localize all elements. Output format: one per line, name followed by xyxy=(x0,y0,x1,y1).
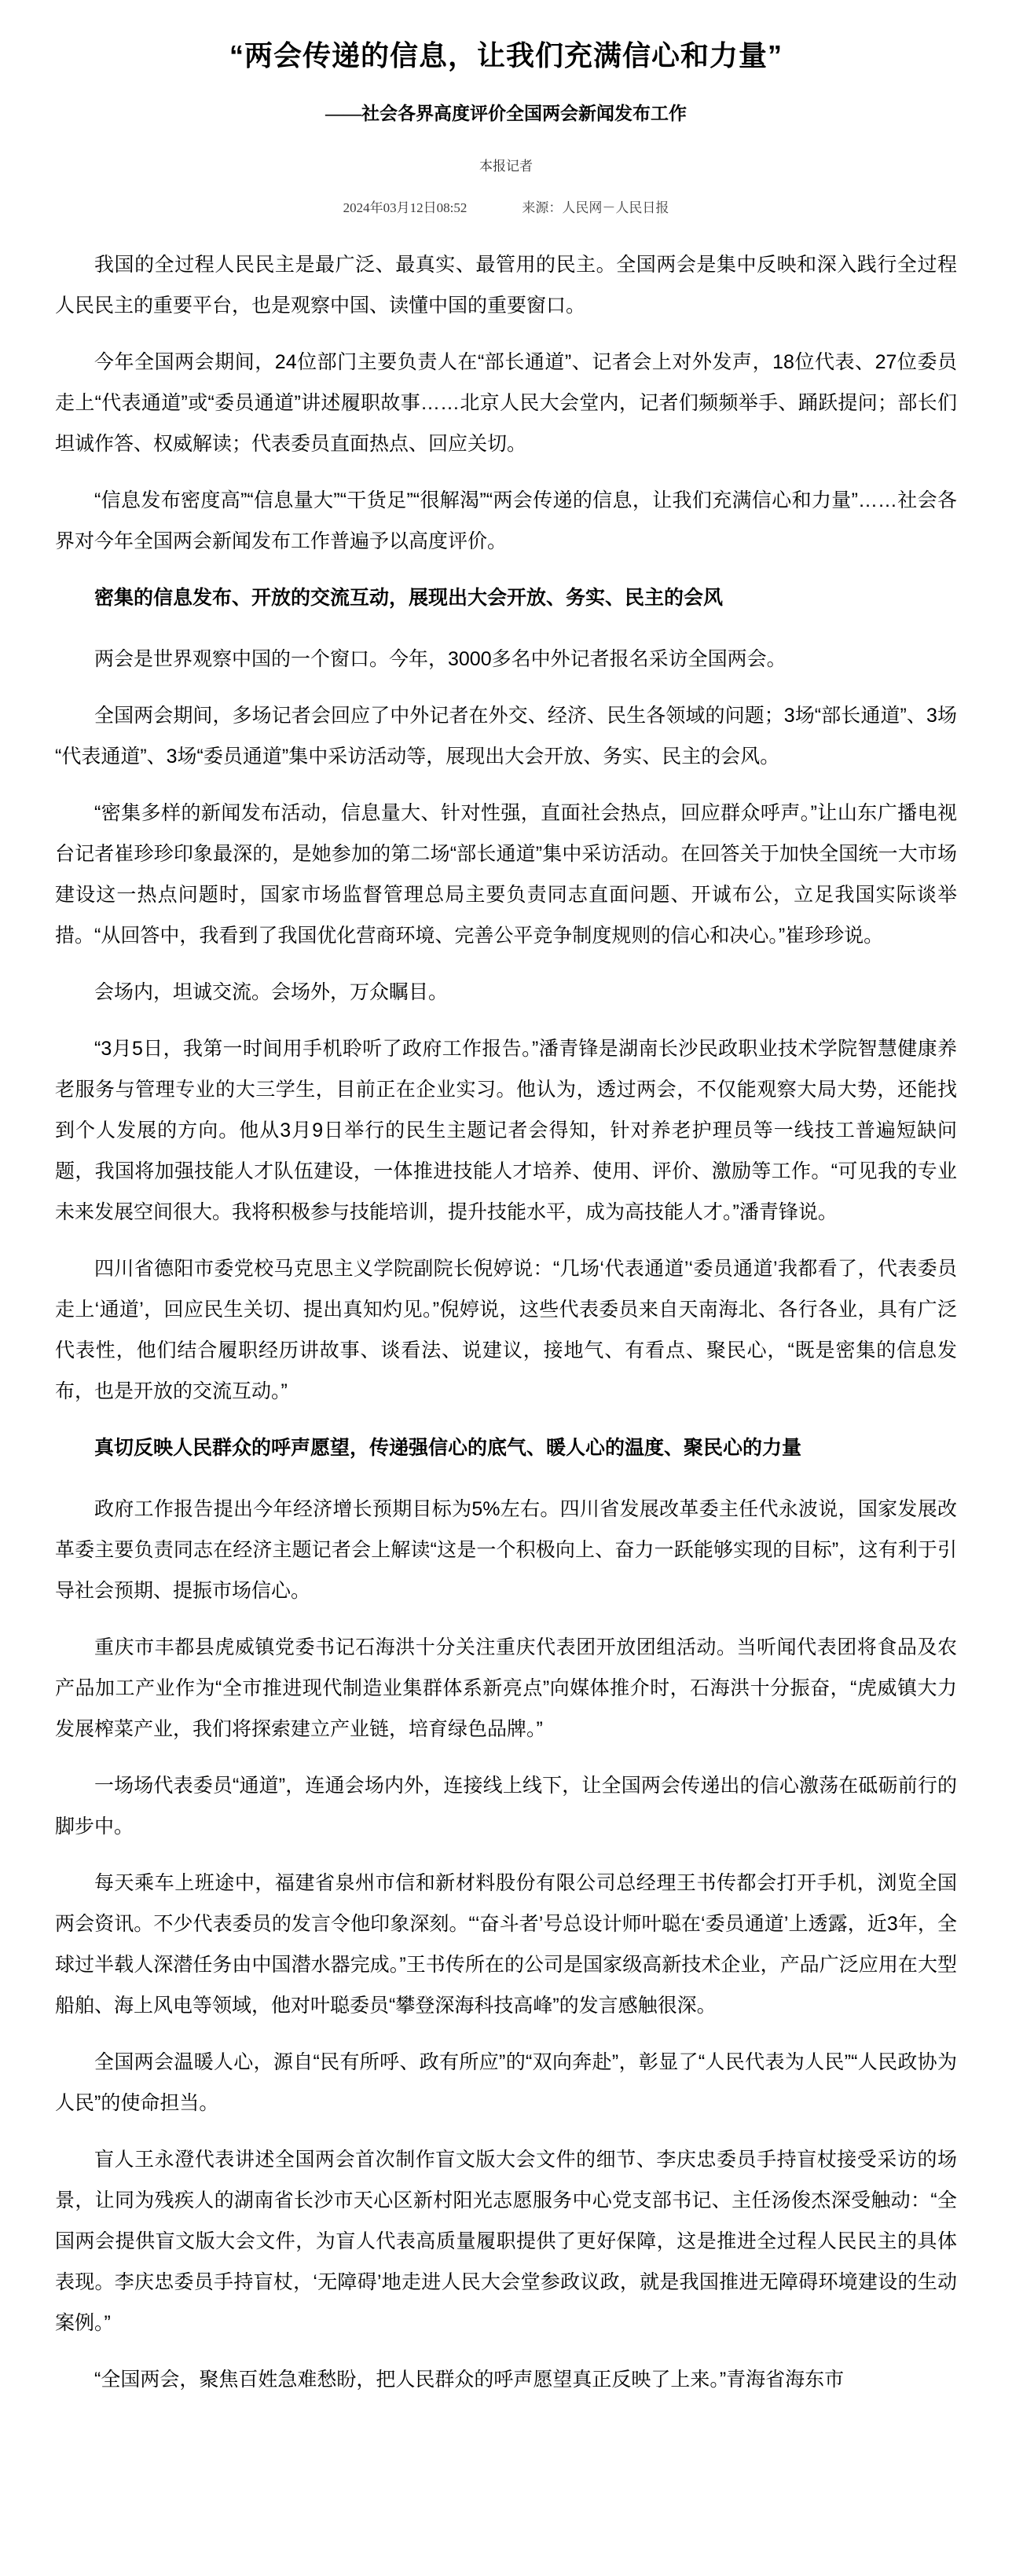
article-paragraph: 政府工作报告提出今年经济增长预期目标为5%左右。四川省发展改革委主任代永波说，国家发展改革委主要负责同志在经济主题记者会上解读“这是一个积极向上、奋力一跃能够实现的目标”，这有利于引导社会预期、提振市场信心。 xyxy=(55,1498,957,1603)
article-paragraph: 盲人王永澄代表讲述全国两会首次制作盲文版大会文件的细节、李庆忠委员手持盲杖接受采访的场景，让同为残疾人的湖南省长沙市天心区新村阳光志愿服务中心党支部书记、主任汤俊杰深受触动：“全国两会提供盲文版大会文件，为盲人代表高质量履职提供了更好保障，这是推进全过程人民民主的具体表现。李庆忠委员手持盲杖，‘无障碍’地走进人民大会堂参政议政，就是我国推进无障碍环境建设的生动案例。” xyxy=(55,2149,957,2335)
article-body xyxy=(55,244,957,2400)
article-paragraph: 四川省德阳市委党校马克思主义学院副院长倪婷说：“几场‘代表通道’‘委员通道’我都看了，代表委员走上‘通道’，回应民生关切、提出真知灼见。”倪婷说，这些代表委员来自天南海北、各行各业，具有广泛代表性，他们结合履职经历讲故事、谈看法、说建议，接地气、有看点、聚民心，“既是密集的信息发布，也是开放的交流互动。” xyxy=(55,1258,957,1403)
source-label: 来源： xyxy=(522,200,563,216)
article-paragraph: 会场内，坦诚交流。会场外，万众瞩目。 xyxy=(94,981,449,1004)
article-header xyxy=(55,36,957,216)
article-paragraph: 一场场代表委员“通道”，连通会场内外，连接线上线下，让全国两会传递出的信心激荡在砥砺前行的脚步中。 xyxy=(55,1775,957,1838)
article-paragraph: “信息发布密度高”“信息量大”“干货足”“很解渴”“两会传递的信息，让我们充满信心和力量”……社会各界对今年全国两会新闻发布工作普遍予以高度评价。 xyxy=(55,489,957,553)
article-paragraph: 我国的全过程人民民主是最广泛、最真实、最管用的民主。全国两会是集中反映和深入践行全过程人民民主的重要平台，也是观察中国、读懂中国的重要窗口。 xyxy=(55,254,957,317)
article-paragraph: “3月5日，我第一时间用手机聆听了政府工作报告。”潘青锋是湖南长沙民政职业技术学院智慧健康养老服务与管理专业的大三学生，目前正在企业实习。他认为，透过两会，不仅能观察大局大势，还能找到个人发展的方向。他从3月9日举行的民生主题记者会得知，针对养老护理员等一线技工普遍短缺问题，我国将加强技能人才队伍建设，一体推进技能人才培养、使用、评价、激励等工作。“可见我的专业未来发展空间很大。我将积极参与技能培训，提升技能水平，成为高技能人才。”潘青锋说。 xyxy=(55,1038,957,1224)
article-paragraph: “全国两会，聚焦百姓急难愁盼，把人民群众的呼声愿望真正反映了上来。”青海省海东市 xyxy=(94,2369,845,2391)
article-paragraph: 全国两会期间，多场记者会回应了中外记者在外交、经济、民生各领域的问题；3场“部长通道”、3场“代表通道”、3场“委员通道”集中采访活动等，展现出大会开放、务实、民主的会风。 xyxy=(55,705,957,768)
article-paragraph: 全国两会温暖人心，源自“民有所呼、政有所应”的“双向奔赴”，彰显了“人民代表为人民”“人民政协为人民”的使命担当。 xyxy=(55,2051,957,2115)
article-byline: 本报记者 xyxy=(479,159,533,174)
article-paragraph: 两会是世界观察中国的一个窗口。今年，3000多名中外记者报名采访全国两会。 xyxy=(94,648,786,671)
publish-date: 2024年03月12日08:52 xyxy=(343,200,468,216)
article-subtitle: ——社会各界高度评价全国两会新闻发布工作 xyxy=(325,104,687,124)
article-paragraph: 每天乘车上班途中，福建省泉州市信和新材料股份有限公司总经理王书传都会打开手机，浏览全国两会资讯。不少代表委员的发言令他印象深刻。“‘奋斗者’号总设计师叶聪在‘委员通道’上透露，近3年，全球过半载人深潜任务由中国潜水器完成。”王书传所在的公司是国家级高新技术企业，产品广泛应用在大型船舶、海上风电等领域，他对叶聪委员“攀登深海科技高峰”的发言感触很深。 xyxy=(55,1872,957,2017)
article-meta xyxy=(55,196,957,216)
article-title: “两会传递的信息，让我们充满信心和力量” xyxy=(229,39,783,71)
article-source xyxy=(522,200,669,215)
article-page xyxy=(55,36,957,2400)
section-heading: 密集的信息发布、开放的交流互动，展现出大会开放、务实、民主的会风 xyxy=(94,587,724,610)
article-paragraph: “密集多样的新闻发布活动，信息量大、针对性强，直面社会热点，回应群众呼声。”让山东广播电视台记者崔珍珍印象最深的，是她参加的第二场“部长通道”集中采访活动。在回答关于加快全国统一大市场建设这一热点问题时，国家市场监督管理总局主要负责同志直面问题、开诚布公，立足我国实际谈举措。“从回答中，我看到了我国优化营商环境、完善公平竞争制度规则的信心和决心。”崔珍珍说。 xyxy=(55,802,957,947)
article-paragraph: 今年全国两会期间，24位部门主要负责人在“部长通道”、记者会上对外发声，18位代表、27位委员走上“代表通道”或“委员通道”讲述履职故事……北京人民大会堂内，记者们频频举手、踊跃提问；部长们坦诚作答、权威解读；代表委员直面热点、回应关切。 xyxy=(55,351,957,456)
article-paragraph: 重庆市丰都县虎威镇党委书记石海洪十分关注重庆代表团开放团组活动。当听闻代表团将食品及农产品加工产业作为“全市推进现代制造业集群体系新亮点”向媒体推介时，石海洪十分振奋，“虎威镇大力发展榨菜产业，我们将探索建立产业链，培育绿色品牌。” xyxy=(55,1636,957,1741)
section-heading: 真切反映人民群众的呼声愿望，传递强信心的底气、暖人心的温度、聚民心的力量 xyxy=(94,1437,802,1460)
source-name: 人民网－人民日报 xyxy=(562,200,669,216)
